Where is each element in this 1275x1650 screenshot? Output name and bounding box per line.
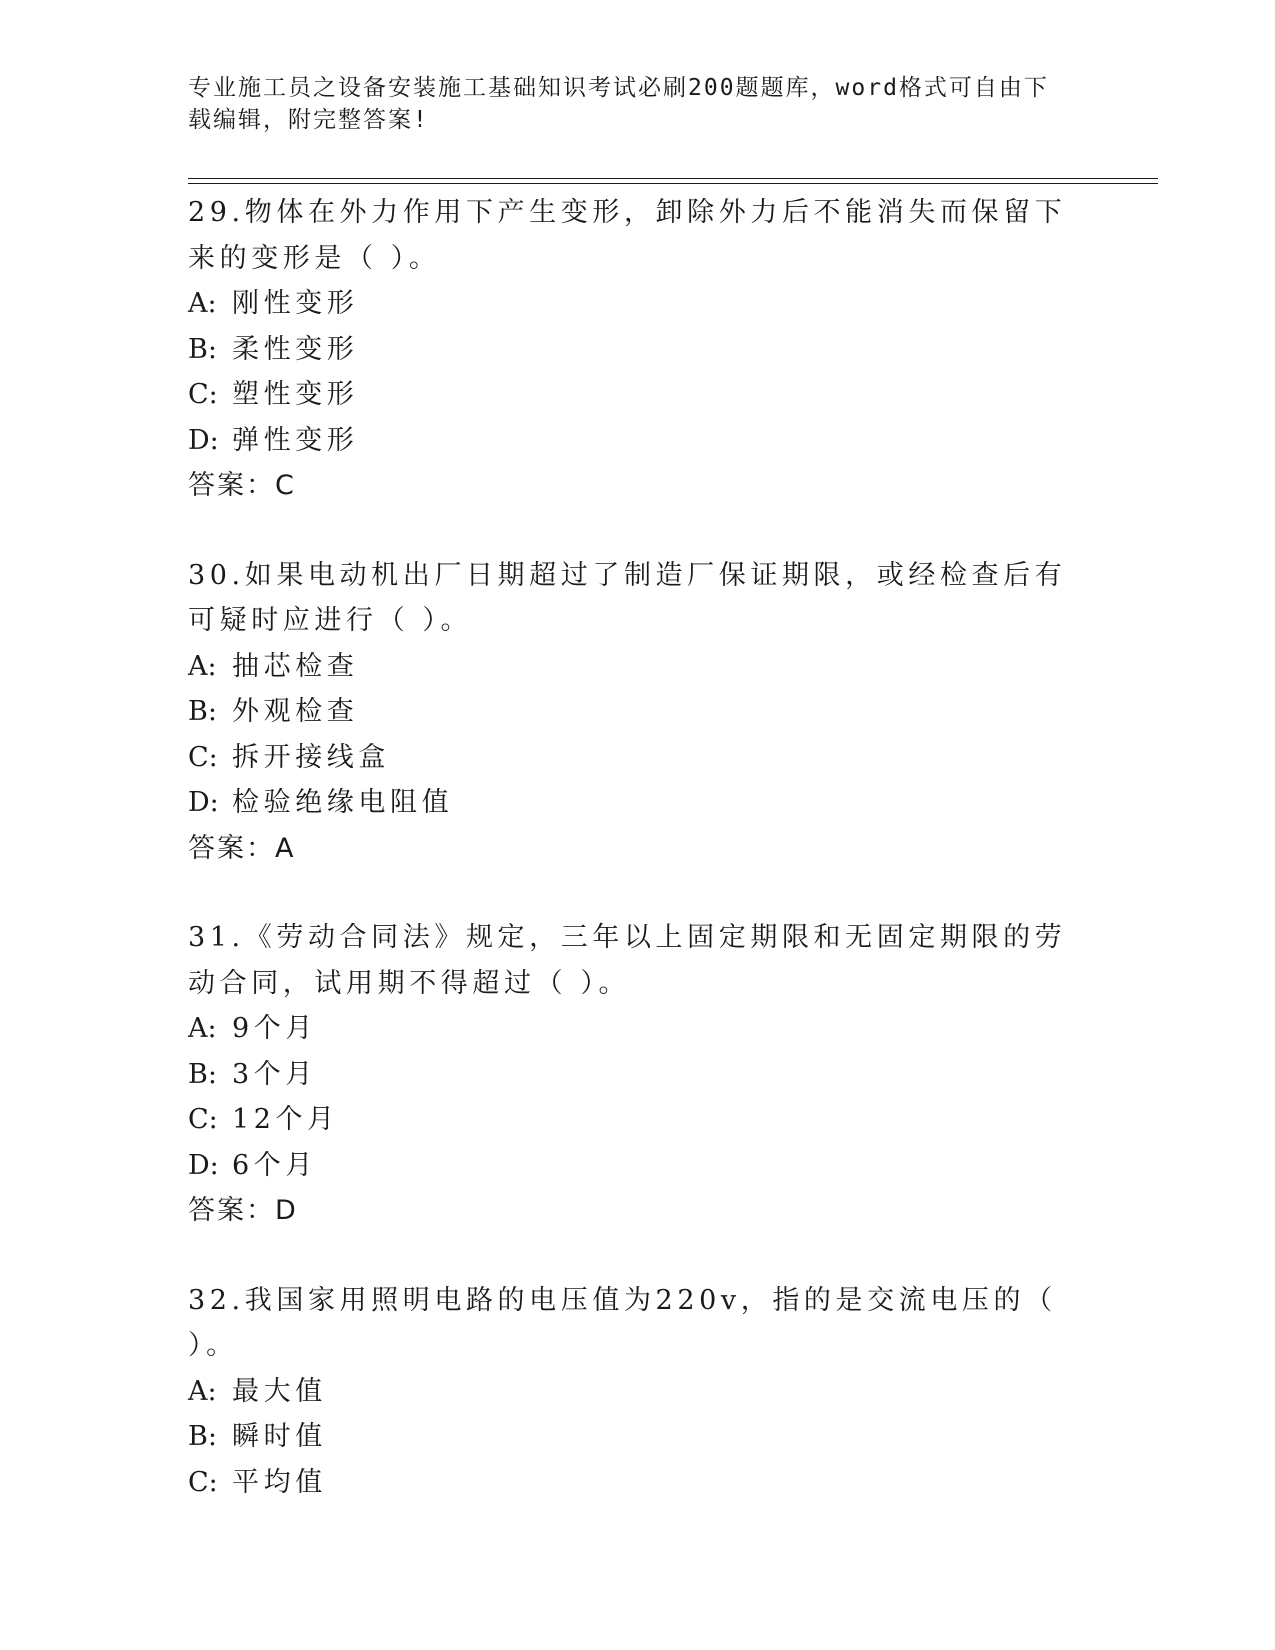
question-stem: 32.我国家用照明电路的电压值为220v，指的是交流电压的（ ）。 [188,1284,1057,1361]
option-text: 刚性变形 [232,288,359,319]
option-text: 6个月 [232,1149,317,1181]
option-key: B: [188,333,217,365]
option-b [188,327,1088,373]
option-key: B: [188,1421,217,1452]
question-item [188,553,1088,872]
option-text: 9个月 [232,1013,317,1044]
question-stem: 31.《劳动合同法》规定，三年以上固定期限和无固定期限的劳动合同，试用期不得超过（ ）。 [188,922,1067,999]
header-divider [188,178,1158,184]
option-key: A: [188,288,217,319]
option-b [188,689,1088,735]
option-key: B: [188,1058,217,1090]
option-b [188,1052,1088,1098]
option-text: 抽芯检查 [232,650,359,682]
option-text: 拆开接线盒 [232,741,390,773]
question-list [188,190,1088,1549]
option-d [188,418,1088,464]
option-text: 瞬时值 [232,1421,327,1452]
option-key: A: [188,1375,217,1407]
option-c [188,372,1088,418]
option-text: 外观检查 [232,696,359,727]
option-a [188,1006,1088,1052]
option-key: A: [188,650,217,682]
question-item [188,1278,1088,1506]
option-a [188,1369,1088,1415]
option-key: D: [188,424,219,456]
option-d [188,780,1088,826]
option-a [188,281,1088,327]
option-c [188,1460,1088,1506]
option-c [188,1097,1088,1143]
option-text: 最大值 [232,1375,327,1407]
option-key: C: [188,741,218,773]
option-key: D: [188,787,219,818]
option-a [188,644,1088,690]
option-text: 3个月 [232,1058,317,1090]
answer-line: 答案：A [188,832,296,864]
option-c [188,735,1088,781]
option-text: 柔性变形 [232,333,359,365]
option-key: A: [188,1013,217,1044]
option-key: C: [188,1104,218,1135]
option-key: C: [188,1466,218,1498]
option-text: 12个月 [232,1104,339,1135]
document-header [188,72,1068,136]
option-text: 弹性变形 [232,424,359,456]
option-b [188,1414,1088,1460]
header-title: 专业施工员之设备安装施工基础知识考试必刷200题题库，word格式可自由下载编辑，附完整答案! [188,75,1049,133]
option-key: C: [188,379,218,410]
option-text: 检验绝缘电阻值 [232,787,454,818]
answer-line: 答案：C [188,470,296,501]
option-d [188,1143,1088,1189]
question-item [188,190,1088,509]
question-item [188,915,1088,1234]
option-key: D: [188,1149,219,1181]
question-stem: 30.如果电动机出厂日期超过了制造厂保证期限，或经检查后有可疑时应进行（ ）。 [188,559,1067,636]
question-stem: 29.物体在外力作用下产生变形，卸除外力后不能消失而保留下来的变形是（ ）。 [188,197,1067,274]
answer-line: 答案：D [188,1195,298,1226]
option-text: 平均值 [232,1466,327,1498]
option-key: B: [188,696,217,727]
option-text: 塑性变形 [232,379,359,410]
